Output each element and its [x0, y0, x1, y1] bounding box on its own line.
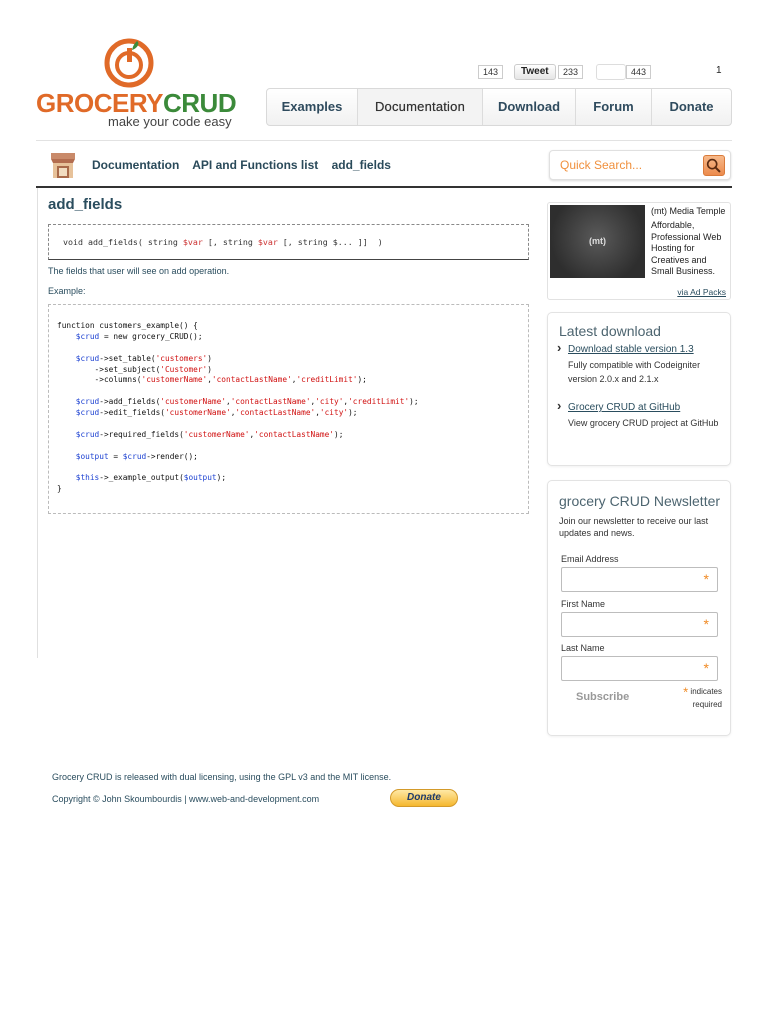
- footer-license: Grocery CRUD is released with dual licensing, using the GPL v3 and the MIT license.: [52, 772, 392, 782]
- header-divider: [36, 140, 732, 141]
- nav-forum[interactable]: Forum: [576, 89, 652, 125]
- required-star-icon: *: [703, 571, 709, 587]
- code-line: $crud->set_table('customers'): [75, 353, 212, 363]
- shop-icon: [48, 150, 78, 180]
- breadcrumb-api-functions[interactable]: API and Functions list: [192, 158, 319, 172]
- first-name-label: First Name: [561, 599, 606, 609]
- logo[interactable]: [36, 38, 237, 130]
- breadcrumb-divider: [36, 186, 732, 188]
- newsletter-panel: [547, 480, 731, 736]
- newsletter-intro: Join our newsletter to receive our last updates and news.: [559, 516, 709, 538]
- code-blank-line: [57, 419, 528, 430]
- email-field[interactable]: [561, 567, 718, 592]
- download-item: [557, 401, 727, 430]
- tweet-button[interactable]: Tweet: [514, 64, 556, 80]
- ad-body: Affordable, Professional Web Hosting for Creatives and Small Business.: [651, 220, 722, 276]
- ad-title[interactable]: (mt) Media Temple: [651, 206, 726, 216]
- function-description: The fields that user will see on add operation.: [48, 266, 230, 276]
- code-line: $crud = new grocery_CRUD();: [75, 331, 203, 341]
- plus-one-button[interactable]: [596, 64, 626, 80]
- example-label: Example:: [48, 286, 86, 296]
- code-blank-line: [57, 343, 528, 354]
- logo-mark-icon: [104, 38, 154, 88]
- required-note: * indicates required: [683, 684, 722, 710]
- code-blank-line: [57, 441, 528, 452]
- last-name-label: Last Name: [561, 643, 605, 653]
- code-line: $output = $crud->render();: [75, 451, 198, 461]
- page-title: add_fields: [48, 196, 123, 213]
- download-item: [557, 343, 727, 387]
- github-desc: View grocery CRUD project at GitHub: [568, 417, 719, 428]
- footer-copyright: Copyright © John Skoumbourdis | www.web-and-development.com: [52, 794, 320, 804]
- code-blank-line: [57, 386, 528, 397]
- nav-documentation[interactable]: Documentation: [358, 89, 483, 125]
- logo-wordmark: GROCERYCRUD: [36, 88, 237, 118]
- code-line: $this->_example_output($output);: [75, 473, 227, 483]
- ad-image[interactable]: (mt): [550, 205, 645, 278]
- breadcrumb-documentation[interactable]: Documentation: [92, 158, 180, 172]
- last-name-field[interactable]: [561, 656, 718, 681]
- latest-download-panel: [547, 312, 731, 466]
- nav-examples[interactable]: Examples: [267, 89, 358, 125]
- code-line: $crud->edit_fields('customerName','contactLastName','city');: [75, 408, 358, 418]
- subscribe-button[interactable]: Subscribe: [576, 691, 630, 703]
- download-stable-desc: Fully compatible with Codeigniter version 2.0.x and 2.1.x: [568, 359, 701, 384]
- breadcrumb: [92, 158, 401, 172]
- code-line: ->columns('customerName','contactLastName','creditLimit');: [57, 375, 367, 385]
- code-line: ->set_subject('Customer'): [57, 364, 212, 374]
- facebook-like-count[interactable]: 143: [478, 65, 503, 79]
- social-share-bar: [478, 64, 730, 80]
- required-star-icon: *: [683, 684, 689, 700]
- plus-one-count: 443: [626, 65, 651, 79]
- required-star-icon: *: [703, 616, 709, 632]
- content-left-border: [37, 188, 38, 658]
- function-signature: void add_fields( string $var [, string $var [, string $... ]] ): [48, 224, 529, 260]
- search-input[interactable]: [560, 158, 690, 172]
- search-icon: [704, 156, 724, 175]
- first-name-field[interactable]: [561, 612, 718, 637]
- share-count: 1: [716, 65, 722, 76]
- search-button[interactable]: [703, 155, 725, 176]
- code-line: $crud->add_fields('customerName','contactLastName','city','creditLimit');: [75, 397, 419, 407]
- breadcrumb-current[interactable]: add_fields: [331, 158, 391, 172]
- download-stable-link[interactable]: › Download stable version 1.3: [557, 343, 727, 358]
- email-label: Email Address: [561, 554, 619, 564]
- main-navigation: [266, 88, 732, 126]
- ad-packs-link[interactable]: via Ad Packs: [677, 287, 726, 297]
- github-link[interactable]: › Grocery CRUD at GitHub: [557, 401, 727, 416]
- nav-download[interactable]: Download: [483, 89, 576, 125]
- paypal-donate-button[interactable]: Donate: [390, 789, 458, 807]
- code-line: function customers_example() {: [57, 321, 198, 330]
- sponsor-ad[interactable]: [547, 202, 731, 300]
- code-line: }: [57, 484, 62, 494]
- code-line: $crud->required_fields('customerName','contactLastName');: [75, 429, 344, 439]
- search-box: [549, 150, 731, 180]
- required-star-icon: *: [703, 660, 709, 676]
- code-example: [48, 304, 529, 514]
- newsletter-title: grocery CRUD Newsletter: [559, 493, 721, 509]
- logo-tagline: make your code easy: [108, 114, 232, 129]
- latest-download-title: Latest download: [559, 323, 661, 339]
- tweet-count: 233: [558, 65, 583, 79]
- nav-donate[interactable]: Donate: [669, 99, 714, 114]
- code-blank-line: [57, 463, 528, 474]
